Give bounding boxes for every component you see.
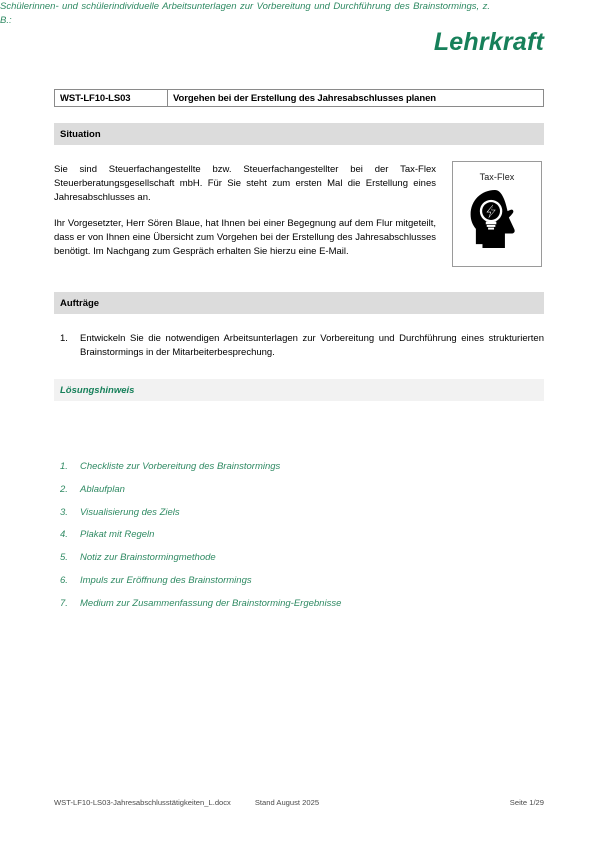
list-item-number: 1.	[60, 461, 68, 472]
footer-page-number: Seite 1/29	[509, 798, 544, 807]
situation-paragraph-2: Ihr Vorgesetzter, Herr Sören Blaue, hat Ihnen bei einer Begegnung auf dem Flur mitgeteilt, dass er von Ihnen eine Übersicht zum Vorgehen bei der Erstellung des Jahresabschlusses benötigt. Im Nachgang zum Gespräch erhalten Sie hierzu eine E-Mail.	[54, 217, 436, 258]
auftraege-list	[54, 332, 544, 360]
list-item-label: Ablaufplan	[80, 483, 125, 495]
list-item-label: Entwickeln Sie die notwendigen Arbeitsunterlagen zur Vorbereitung und Durchführung eines strukturierten Brainstormings in der Mitarbeiterbesprechung.	[80, 333, 544, 359]
list-item-label: Plakat mit Regeln	[80, 529, 155, 541]
list-item	[54, 483, 474, 497]
header-code-table	[54, 89, 544, 107]
list-item-label: Visualisierung des Ziels	[80, 506, 180, 518]
situation-text-block	[54, 163, 436, 259]
list-item-number: 4.	[60, 529, 68, 541]
list-item-label: Checkliste zur Vorbereitung des Brainstormings	[80, 461, 281, 472]
footer-version-date: Stand August 2025	[254, 798, 320, 807]
page-title: Lehrkraft	[433, 28, 544, 56]
list-item	[54, 460, 474, 474]
list-item	[54, 597, 474, 611]
list-item-label: Medium zur Zusammenfassung der Brainstorming-Ergebnisse	[80, 597, 342, 609]
list-item	[54, 332, 544, 360]
list-item-number: 1.	[60, 333, 68, 344]
section-header-loesungshinweis: Lösungshinweis	[54, 379, 544, 401]
list-item-number: 6.	[60, 574, 68, 586]
list-item	[54, 551, 474, 565]
header-code-cell: WST-LF10-LS03	[55, 90, 168, 106]
section-header-situation: Situation	[54, 123, 544, 145]
situation-paragraph-1: Sie sind Steuerfachangestellte bzw. Steuerfachangestellter bei der Tax-Flex Steuerberatungsgesellschaft mbH. Für Sie steht zum ersten Mal die Erstellung eines Jahresabschlusses an.	[54, 164, 436, 204]
company-logo-card	[452, 161, 542, 267]
loesungshinweis-list	[54, 460, 474, 620]
loesungshinweis-intro-text: Schülerinnen- und schülerindividuelle Arbeitsunterlagen zur Vorbereitung und Durchführung des Brainstormings, z. B.:	[0, 1, 490, 27]
list-item	[54, 506, 474, 520]
list-item-number: 7.	[60, 597, 68, 609]
list-item	[54, 574, 474, 588]
section-header-auftraege: Aufträge	[54, 292, 544, 314]
list-item-number: 5.	[60, 552, 68, 564]
head-lightbulb-icon	[464, 186, 530, 252]
list-item-number: 2.	[60, 483, 68, 495]
company-logo-label: Tax-Flex	[479, 172, 515, 182]
footer-file-name: WST-LF10-LS03-Jahresabschlusstätigkeiten_L.docx	[54, 798, 231, 807]
list-item	[54, 528, 474, 542]
list-item-label: Impuls zur Eröffnung des Brainstormings	[80, 574, 252, 586]
header-topic-cell: Vorgehen bei der Erstellung des Jahresabschlusses planen	[173, 92, 436, 104]
list-item-number: 3.	[60, 506, 68, 518]
page-footer	[54, 798, 544, 807]
list-item-label: Notiz zur Brainstormingmethode	[80, 552, 216, 564]
